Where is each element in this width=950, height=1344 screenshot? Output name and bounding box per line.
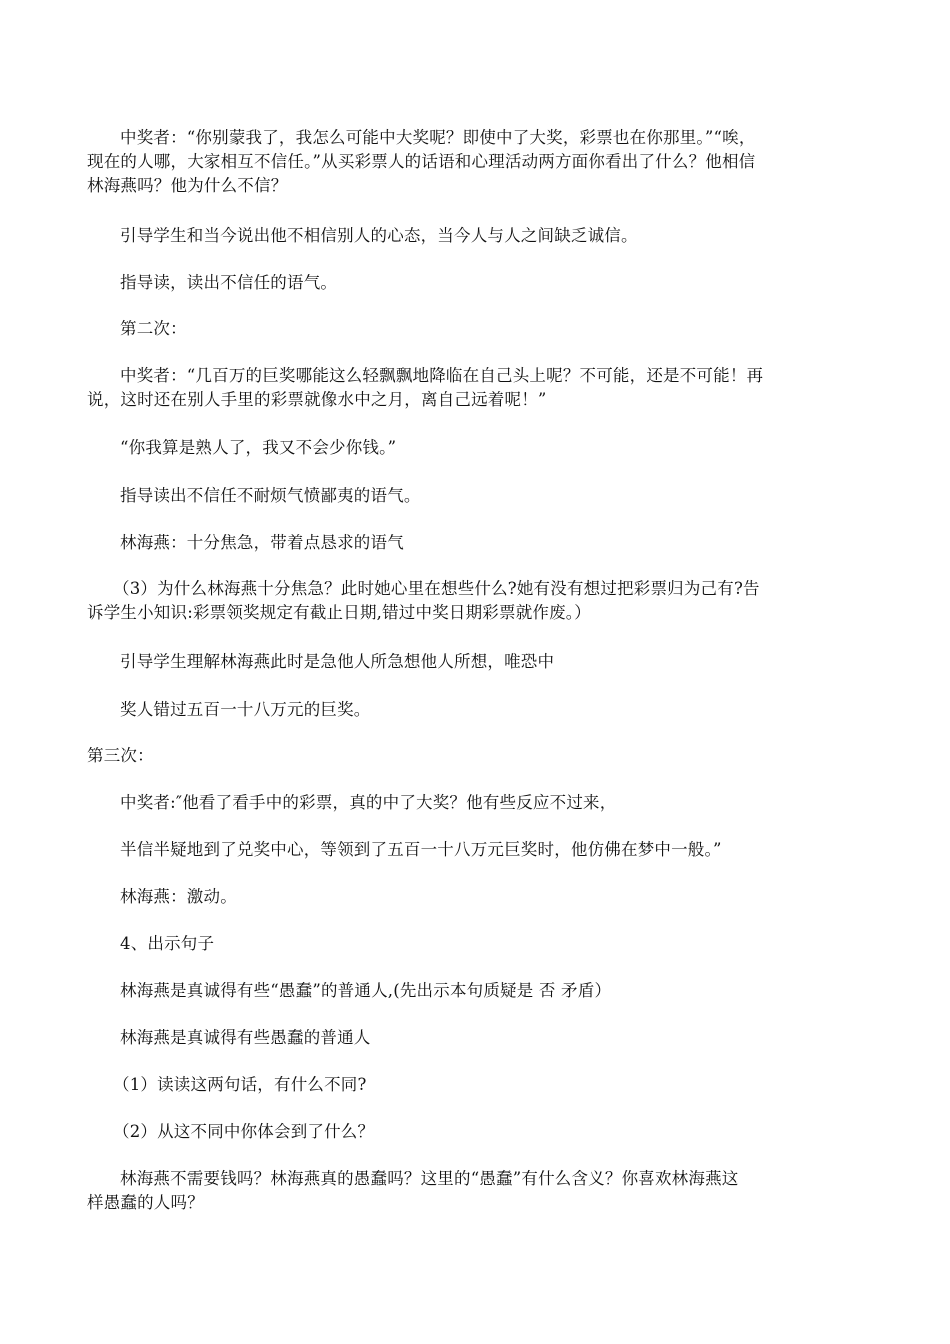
text-line: “你我算是熟人了，我又不会少你钱。” <box>120 438 397 457</box>
text-line: 第三次： <box>87 746 154 765</box>
paragraph-acquaintance-quote <box>87 436 872 460</box>
text-line: （2）从这不同中你体会到了什么？ <box>113 1122 375 1141</box>
paragraph-question-3 <box>87 577 872 625</box>
text-line: 引导学生理解林海燕此时是急他人所急想他人所想，唯恐中 <box>120 652 555 671</box>
paragraph-prize-amount <box>87 698 872 722</box>
paragraph-final-questions <box>87 1167 872 1215</box>
text-line: 林海燕：激动。 <box>120 887 237 906</box>
heading-show-sentences <box>87 932 872 956</box>
paragraph-winner-third-response <box>87 791 872 815</box>
paragraph-sentence-quoted <box>87 979 872 1003</box>
paragraph-question-2 <box>87 1120 872 1144</box>
text-line: 第二次： <box>120 319 187 338</box>
paragraph-lin-excited <box>87 885 872 909</box>
text-line: 林海燕：十分焦急，带着点恳求的语气 <box>120 533 404 552</box>
text-line: 半信半疑地到了兑奖中心，等领到了五百一十八万元巨奖时，他仿佛在梦中一般。” <box>120 840 722 859</box>
text-line: 林海燕是真诚得有些愚蠢的普通人 <box>120 1028 371 1047</box>
text-line: 指导读，读出不信任的语气。 <box>120 273 338 292</box>
heading-second-time <box>87 317 872 341</box>
text-line: 4、出示句子 <box>120 934 215 953</box>
text-line: （1）读读这两句话，有什么不同? <box>113 1075 367 1094</box>
text-line: 引导学生和当今说出他不相信别人的心态，当今人与人之间缺乏诚信。 <box>120 226 638 245</box>
text-line: 中奖者:″他看了看手中的彩票，真的中了大奖？他有些反应不过来， <box>120 793 617 812</box>
text-line: 中奖者：“你别蒙我了，我怎么可能中大奖呢？即使中了大奖，彩票也在你那里。”“唉， <box>120 128 756 147</box>
text-line: 说，这时还在别人手里的彩票就像水中之月，离自己远着呢！” <box>87 390 547 409</box>
paragraph-question-1 <box>87 1073 872 1097</box>
text-line: 奖人错过五百一十八万元的巨奖。 <box>120 700 371 719</box>
heading-third-time <box>87 744 872 768</box>
text-line: 中奖者：“几百万的巨奖哪能这么轻飘飘地降临在自己头上呢？不可能，还是不可能！再 <box>120 366 764 385</box>
paragraph-guide-distrust <box>87 224 872 248</box>
paragraph-winner-second-response <box>87 364 872 412</box>
text-line: 林海燕是真诚得有些“愚蠢”的普通人,(先出示本句质疑是 否 矛盾） <box>120 981 612 1000</box>
text-line: 林海燕不需要钱吗？林海燕真的愚蠢吗？这里的“愚蠢”有什么含义？你喜欢林海燕这 <box>120 1169 739 1188</box>
text-line: 指导读出不信任不耐烦气愤鄙夷的语气。 <box>120 486 421 505</box>
paragraph-guide-reading <box>87 271 872 295</box>
paragraph-lin-anxious <box>87 531 872 555</box>
text-line: 样愚蠢的人吗？ <box>87 1193 204 1212</box>
paragraph-winner-first-response <box>87 126 872 198</box>
paragraph-guide-impatience <box>87 484 872 508</box>
text-line: 诉学生小知识:彩票领奖规定有截止日期,错过中奖日期彩票就作废。） <box>87 603 591 622</box>
text-line: 现在的人哪，大家相互不信任。”从买彩票人的话语和心理活动两方面你看出了什么？他相信 <box>87 152 756 171</box>
paragraph-guide-understanding <box>87 650 872 674</box>
text-line: （3）为什么林海燕十分焦急？此时她心里在想些什么?她有没有想过把彩票归为己有?告 <box>113 579 760 598</box>
paragraph-winner-redeem <box>87 838 872 862</box>
paragraph-sentence-plain <box>87 1026 872 1050</box>
text-line: 林海燕吗？他为什么不信？ <box>87 176 288 195</box>
